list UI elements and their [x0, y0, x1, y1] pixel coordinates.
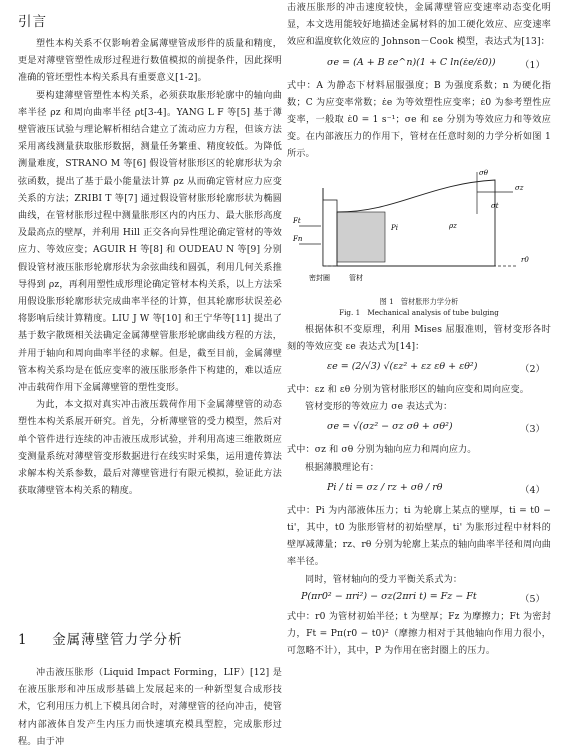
sigma-z-label: σz — [515, 183, 524, 192]
equation-1 — [287, 52, 551, 78]
equation-2-body: εe = (2/√3) √(εz² + εz εθ + εθ²) — [327, 361, 478, 373]
eq5-explanation: 式中：r0 为管材初始半径；t 为壁厚；Fz 为摩擦力；Ft 为密封力，Ft = Pπ(r0 − t0)²（摩擦力相对于其他轴向作用力很小，可忽略不计），其中，P 为作用在密封圈上的压力。 — [287, 611, 551, 657]
section-number: 1 — [18, 632, 28, 648]
equation-4 — [287, 477, 551, 503]
equation-1-number: （1） — [519, 59, 545, 71]
section-title: 金属薄壁管力学分析 — [52, 632, 183, 648]
right-column — [287, 0, 551, 660]
left-column — [18, 36, 282, 500]
stress-intro: 管材变形的等效应力 σe 表达式为： — [305, 402, 453, 413]
volume-paragraph: 根据体积不变原理，利用 Mises 屈服准则，管材变形各时刻的等效应变 εe 表达式为[14]： — [287, 324, 551, 352]
tube-bulging-diagram — [287, 166, 551, 296]
left-column-bottom — [18, 665, 282, 751]
eq4-explanation: 式中：Pi 为内部液体压力；ti 为轮廓上某点的壁厚，ti = t0 − ti'，其中，t0 为胀形管材的初始壁厚，ti' 为胀形过程中材料的壁厚减薄量；rz、rθ 分别为轮廓上某点的轴向曲率半径和周向曲率半径。 — [287, 505, 551, 568]
eq1-explanation: 式中：A 为静态下材料屈服强度；B 为强度系数；n 为硬化指数；C 为应变率常数；ε̇e 为等效塑性应变率；ε̇0 为参考塑性应变率，一般取 ε̇0 = 1 s⁻¹；σe 和 εe 分别为等效应力和等效应变。在内部液压力的作用下，管材在任意时刻的力学分析如图 1 所示。 — [287, 80, 551, 160]
intro-paragraph-2: 要构建薄壁管塑性本构关系，必须获取胀形轮廓中的轴向曲率半径 ρz 和周向曲率半径 ρt[3-4]。YANG L F 等[5] 基于薄壁管液压试验与理论解析相结合建立了流动应力方程，但该方法采用离线测量获取胀形数据，测量任务繁重、精度较低。为降低测量难度，STRANO M 等[6] 假设管材胀形区的轮廓形状为余弦函数，提出了基于最小能量法计算 ρz 从而确定管材应力应变关系的方法；ZRIBI T 等[7] 通过假设管材胀形轮廓形状为椭圆曲线，在管材胀形过程中测量胀形区内的内压力、最大胀形高度及最高点的壁厚，并利用 Hill 正交各向异性理论确定管材的等效应力、等效应变；AGUIR H 等[8] 和 OUDEAU N 等[9] 分别假设管材液压胀形轮廓形状为余弦曲线和圆弧，利用几何关系推导得到 ρz，再利用塑性成形理论确定管材本构关系，以上方法采用假设胀形轮廓形状完成曲率半径的计算，但其轮廓形状误差必将影响后续计算精度。LIU J W 等[10] 和王宁华等[11] 提出了基于数字散斑相关法确定金属薄壁管胀形轮廓曲线方程的方法，并用于轴向和周向曲率半径的求解。但是，截至目前，金属薄壁管本构关系均是在低应变率的液压胀形条件下构建的，难以适应冲击载荷作用下金属薄壁管的塑性变形。 — [18, 90, 282, 394]
eq2-explanation: 式中：εz 和 εθ 分别为管材胀形区的轴向应变和周向应变。 — [287, 385, 530, 396]
seal-block — [323, 200, 337, 266]
intro-heading: 引言 — [18, 14, 47, 30]
sigma-theta-label: σθ — [479, 168, 488, 177]
sigma-t-label: σt — [491, 201, 499, 210]
intro-paragraph-1: 塑性本构关系不仅影响着金属薄壁管成形件的质量和精度，更是对薄壁管塑性成形过程进行数值模拟的前提条件，因此探明准确的管坯塑性本构关系具有重要意义[1-2]。 — [18, 39, 282, 84]
equation-3-body: σe = √(σz² − σz σθ + σθ²) — [327, 421, 453, 433]
figure-1 — [287, 166, 551, 296]
equation-5-body: P(πr0² − πri²) − σz(2πri t) = Fz − Ft — [301, 590, 477, 602]
figure-1-caption-en: Fig. 1 Mechanical analysis of tube bulging — [339, 307, 499, 317]
sealing-head-label: 密封圈 — [309, 273, 330, 282]
equation-3 — [287, 416, 551, 442]
intro-paragraph-3: 为此，本文拟对真实冲击液压载荷作用下金属薄壁管的动态塑性本构关系展开研究。首先，分析薄壁管的受力模型，然后对单个管件进行连续的冲击液压成形试验，并利用高速三维散斑应变测量系统对薄壁管变形数据进行在线实时采集，运用遗传算法求解本构关系参数，最后对薄壁管进行有限元模拟，验证此方法获取薄壁管本构关系的精度。 — [18, 400, 282, 497]
figure-1-caption-cn: 图 1 管材胀形力学分析 — [379, 296, 459, 306]
pi-label: Pi — [391, 223, 398, 232]
r0-label: r0 — [521, 255, 529, 264]
equation-5 — [287, 589, 551, 609]
equation-4-number: （4） — [519, 484, 545, 496]
membrane-intro: 根据薄膜理论有： — [305, 462, 379, 473]
eq3-explanation: 式中：σz 和 σθ 分别为轴向应力和周向应力。 — [287, 445, 477, 456]
liquid-region — [337, 212, 385, 262]
equation-5-number: （5） — [519, 593, 545, 605]
equilibrium-intro: 同时，管材轴向的受力平衡关系式为： — [305, 574, 463, 585]
equation-4-body: Pi / ti = σz / rz + σθ / rθ — [327, 481, 443, 493]
lif-paragraph: 冲击液压胀形（Liquid Impact Forming，LIF）[12] 是在液压胀形和冲压成形基础上发展起来的一种新型复合成形技术，它利用压力机上下模具闭合时，对薄壁管的径向冲击，使管材内部液体自发产生内压力而快速填充模具型腔，完成胀形过程。由于冲 — [18, 668, 282, 747]
ft-label: Ft — [293, 216, 301, 225]
section-heading — [18, 628, 183, 648]
equation-2-number: （2） — [519, 364, 545, 376]
fn-label: Fn — [293, 234, 303, 243]
jc-paragraph: 击液压胀形的冲击速度较快，金属薄壁管应变速率动态变化明显，本文选用能较好地描述金属材料的加工硬化效应、应变速率效应和温度软化效应的 Johnson－Cook 模型，表达式为[13]： — [287, 3, 551, 48]
equation-2 — [287, 356, 551, 382]
tube-label: 管材 — [349, 273, 363, 282]
equation-1-body: σe = (A + B εe^n)(1 + C ln(ε̇e/ε̇0)) — [327, 56, 496, 68]
equation-3-number: （3） — [519, 424, 545, 436]
rho-z-label: ρz — [449, 221, 457, 230]
